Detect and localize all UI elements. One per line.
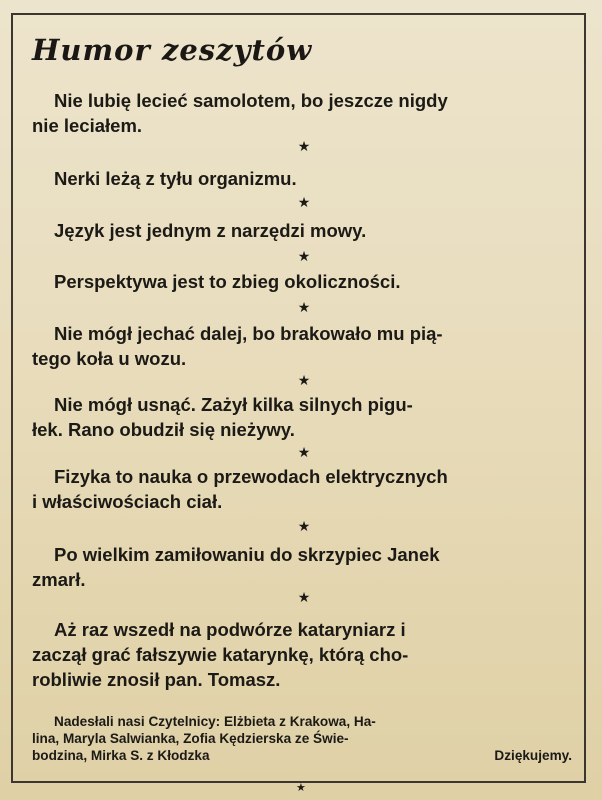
joke-item-1 [32,88,572,138]
joke-line: Nerki leżą z tyłu organizmu. [54,168,297,189]
footer-line: bodzina, Mirka S. z Kłodzka [32,748,210,763]
joke-line: Język jest jednym z narzędzi mowy. [54,220,367,241]
joke-line: robliwie znosił pan. Tomasz. [32,669,281,690]
star-separator-icon: ★ [297,195,311,211]
star-separator-icon: ★ [297,249,311,265]
star-separator-icon: ★ [297,590,311,606]
star-separator-icon: ★ [297,139,311,155]
joke-line: Nie lubię lecieć samolotem, bo jeszcze nigdy [54,90,448,111]
footer-line: Nadesłali nasi Czytelnicy: Elżbieta z Krakowa, Ha- [54,714,376,729]
joke-line: Nie mógł usnąć. Zażył kilka silnych pigu- [54,394,413,415]
joke-item-7 [32,464,572,514]
joke-line: nie leciałem. [32,115,143,136]
joke-item-6 [32,392,572,442]
joke-line: Perspektywa jest to zbieg okoliczności. [54,271,401,292]
joke-item-5 [32,321,572,371]
joke-item-3 [32,218,572,243]
joke-line: tego koła u wozu. [32,348,187,369]
contributors-note [32,713,577,764]
column-title: Humor zeszytów [32,33,313,67]
joke-item-8 [32,542,572,592]
joke-line: i właściwościach ciał. [32,491,223,512]
joke-item-4 [32,269,572,294]
joke-line: Po wielkim zamiłowaniu do skrzypiec Janek [54,544,440,565]
star-separator-icon: ★ [297,519,311,535]
footer-last-row [32,747,572,764]
footer-thanks: Dziękujemy. [494,748,572,763]
joke-line: Fizyka to nauka o przewodach elektrycznych [54,466,448,487]
joke-item-9 [32,617,572,692]
joke-item-2 [32,166,572,191]
star-separator-icon: ★ [297,445,311,461]
joke-line: zaczął grać fałszywie katarynkę, którą cho- [32,644,409,665]
footer-line: lina, Maryla Salwianka, Zofia Kędzierska ze Świe- [32,731,349,746]
joke-line: Nie mógł jechać dalej, bo brakowało mu pią- [54,323,443,344]
joke-line: zmarł. [32,569,86,590]
joke-line: Aż raz wszedł na podwórze kataryniarz i [54,619,406,640]
star-separator-icon: ★ [297,373,311,389]
bottom-star-icon: ★ [296,782,306,794]
star-separator-icon: ★ [297,300,311,316]
joke-line: łek. Rano obudził się nieżywy. [32,419,295,440]
